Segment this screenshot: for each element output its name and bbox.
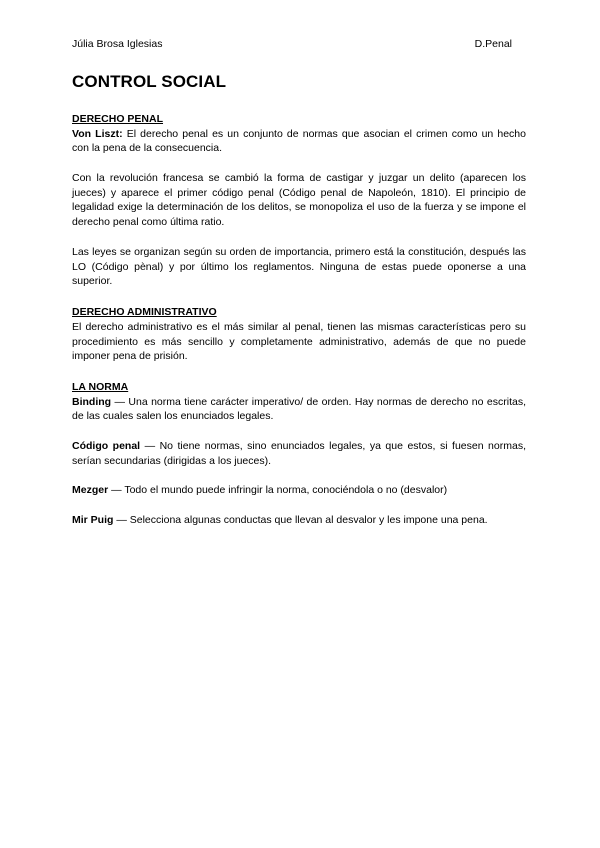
paragraph-von-liszt [72,127,526,157]
term-mir-puig: Mir Puig [72,514,114,527]
section-heading-derecho-penal: DERECHO PENAL [72,113,164,125]
paragraph-mezger [72,483,526,498]
paragraph-binding [72,395,526,425]
page-title: CONTROL SOCIAL [72,72,227,91]
section-heading-la-norma: LA NORMA [72,381,129,394]
header-author: Júlia Brosa Iglesias [72,38,163,50]
paragraph-codigo-penal [72,439,526,469]
paragraph-revolucion: Con la revolución francesa se cambió la forma de castigar y juzgar un delito (aparecen los jueces) y aparece el primer código penal (Código penal de Napoleón, 1810). El principio de legalidad exige la determinación de los delitos, se monopoliza el uso de la fuerza y se impone el derecho penal como última ratio. [72,171,526,229]
term-codigo-penal: Código penal [72,440,141,453]
text-von-liszt: El derecho penal es un conjunto de normas que asocian el crimen como un hecho con la pena de la consecuencia. [72,127,526,155]
header-course: D.Penal [474,38,512,50]
term-mezger: Mezger [72,484,109,497]
text-binding: — Una norma tiene carácter imperativo/ de orden. Hay normas de derecho no escritas, de las cuales salen los enunciados legales. [72,395,526,423]
document-body [72,72,526,528]
term-von-liszt: Von Liszt: [72,127,123,140]
paragraph-administrativo: El derecho administrativo es el más similar al penal, tienen las mismas características pero su procedimiento es más sencillo y completamente administrativo, además de que no puede imponer pena de prisión. [72,320,526,363]
paragraph-mir-puig [72,513,526,528]
text-mir-puig: — Selecciona algunas conductas que llevan al desvalor y les impone una pena. [113,514,488,527]
term-binding: Binding [72,395,112,408]
paragraph-leyes: Las leyes se organizan según su orden de importancia, primero está la constitución, después las LO (Código pènal) y por último los reglamentos. Ninguna de estas puede oponerse a una superior. [72,245,526,288]
text-codigo-penal: — No tiene normas, sino enunciados legales, ya que estos, si fuesen normas, serían secundarias (dirigidas a los jueces). [72,440,526,467]
section-heading-derecho-administrativo: DERECHO ADMINISTRATIVO [72,306,217,319]
text-mezger: — Todo el mundo puede infringir la norma, conociéndola o no (desvalor) [108,484,448,497]
page-header [72,38,512,50]
